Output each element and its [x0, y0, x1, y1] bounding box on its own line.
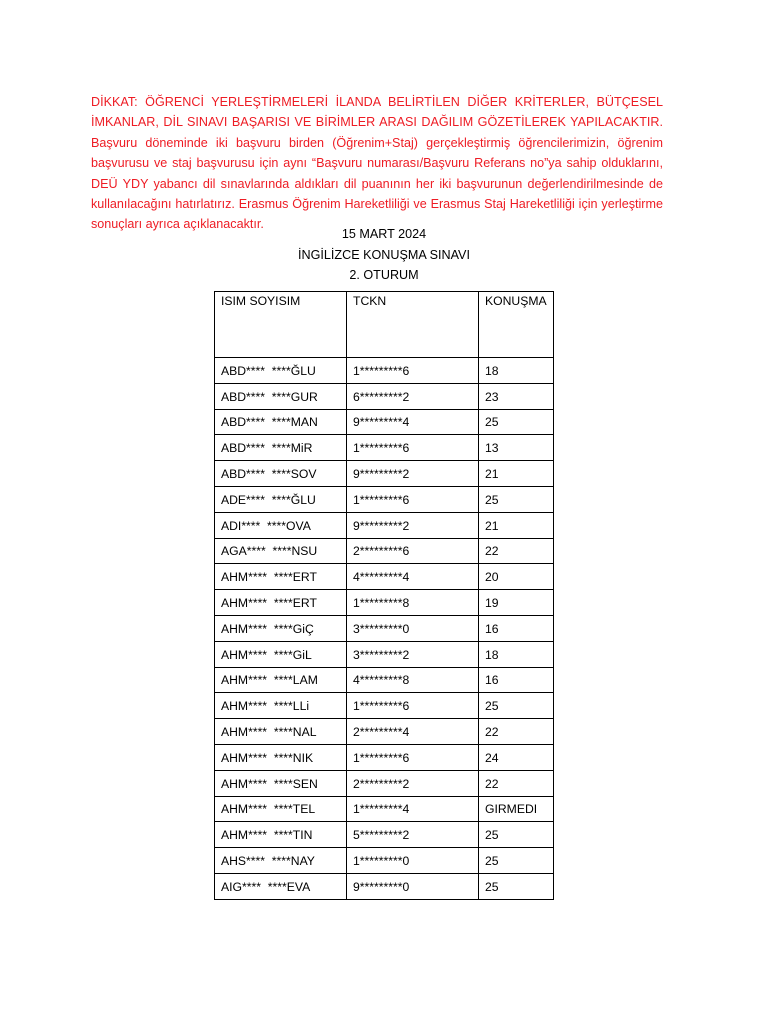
- table-row: [215, 358, 554, 384]
- cell-score: 22: [479, 719, 554, 745]
- table-row: [215, 641, 554, 667]
- cell-tckn: 1*********0: [347, 848, 479, 874]
- table-row: [215, 719, 554, 745]
- table-row: [215, 564, 554, 590]
- cell-score: 13: [479, 435, 554, 461]
- cell-score: 25: [479, 409, 554, 435]
- cell-name: AHM**** ****NAL: [215, 719, 347, 745]
- results-table: [214, 291, 554, 900]
- table-row: [215, 667, 554, 693]
- cell-name: AHM**** ****TEL: [215, 796, 347, 822]
- table-row: [215, 383, 554, 409]
- cell-tckn: 2*********2: [347, 770, 479, 796]
- table-row: [215, 615, 554, 641]
- table-row: [215, 486, 554, 512]
- cell-tckn: 9*********4: [347, 409, 479, 435]
- table-row: [215, 770, 554, 796]
- cell-tckn: 6*********2: [347, 383, 479, 409]
- table-row: [215, 744, 554, 770]
- cell-tckn: 1*********6: [347, 693, 479, 719]
- cell-score: 25: [479, 693, 554, 719]
- cell-tckn: 1*********4: [347, 796, 479, 822]
- cell-score: 21: [479, 512, 554, 538]
- cell-score: 20: [479, 564, 554, 590]
- cell-tckn: 3*********2: [347, 641, 479, 667]
- cell-name: AHM**** ****TIN: [215, 822, 347, 848]
- column-header-tckn: TCKN: [347, 292, 479, 358]
- table-row: [215, 435, 554, 461]
- cell-name: ABD**** ****MiR: [215, 435, 347, 461]
- cell-score: 25: [479, 486, 554, 512]
- cell-tckn: 1*********6: [347, 358, 479, 384]
- cell-tckn: 1*********6: [347, 744, 479, 770]
- cell-score: 16: [479, 615, 554, 641]
- cell-tckn: 4*********8: [347, 667, 479, 693]
- table-row: [215, 512, 554, 538]
- table-row: [215, 822, 554, 848]
- cell-score: 25: [479, 873, 554, 899]
- cell-name: AHM**** ****ERT: [215, 564, 347, 590]
- cell-score: GIRMEDI: [479, 796, 554, 822]
- exam-date: 15 MART 2024: [341, 227, 427, 241]
- column-header-name: ISIM SOYISIM: [215, 292, 347, 358]
- column-header-score: KONUŞMA: [479, 292, 554, 358]
- cell-tckn: 2*********4: [347, 719, 479, 745]
- table-header-row: [215, 292, 554, 358]
- table-row: [215, 590, 554, 616]
- cell-score: 18: [479, 358, 554, 384]
- table-row: [215, 848, 554, 874]
- cell-score: 25: [479, 848, 554, 874]
- cell-tckn: 4*********4: [347, 564, 479, 590]
- cell-name: AHM**** ****GiÇ: [215, 615, 347, 641]
- cell-name: ADI**** ****OVA: [215, 512, 347, 538]
- table-row: [215, 461, 554, 487]
- cell-name: AIG**** ****EVA: [215, 873, 347, 899]
- table-row: [215, 409, 554, 435]
- table-row: [215, 796, 554, 822]
- cell-tckn: 1*********8: [347, 590, 479, 616]
- cell-score: 18: [479, 641, 554, 667]
- cell-tckn: 1*********6: [347, 435, 479, 461]
- cell-score: 16: [479, 667, 554, 693]
- cell-name: ADE**** ****ĞLU: [215, 486, 347, 512]
- cell-tckn: 9*********0: [347, 873, 479, 899]
- cell-name: AHM**** ****GiL: [215, 641, 347, 667]
- cell-name: AGA**** ****NSU: [215, 538, 347, 564]
- table-body: [215, 358, 554, 900]
- cell-name: AHM**** ****NIK: [215, 744, 347, 770]
- cell-tckn: 3*********0: [347, 615, 479, 641]
- cell-score: 22: [479, 770, 554, 796]
- cell-score: 22: [479, 538, 554, 564]
- cell-tckn: 5*********2: [347, 822, 479, 848]
- cell-score: 19: [479, 590, 554, 616]
- cell-tckn: 9*********2: [347, 512, 479, 538]
- notice-paragraph: DİKKAT: ÖĞRENCİ YERLEŞTİRMELERİ İLANDA BELİRTİLEN DİĞER KRİTERLER, BÜTÇESEL İMKANLAR, DİL SINAVI BAŞARISI VE BİRİMLER ARASI DAĞILIM GÖZETİLEREK YAPILACAKTIR. Başvuru döneminde iki başvuru birden (Öğrenim+Staj) gerçekleştirmiş öğrencilerimizin, öğrenim başvurusu ve staj başvurusu için aynı “Başvuru numarası/Başvuru Referans no”ya sahip olduklarını, DEÜ YDY yabancı dil sınavlarında aldıkları dil puanının her iki başvurunun değerlendirilmesinde de kullanılacağını hatırlatırız. Erasmus Öğrenim Hareketliliği ve Erasmus Staj Hareketliliği için yerleştirme sonuçları ayrıca açıklanacaktır.: [91, 95, 663, 232]
- exam-headings: [0, 224, 768, 286]
- cell-name: ABD**** ****GUR: [215, 383, 347, 409]
- cell-name: AHM**** ****LAM: [215, 667, 347, 693]
- cell-tckn: 9*********2: [347, 461, 479, 487]
- table-row: [215, 538, 554, 564]
- cell-name: AHS**** ****NAY: [215, 848, 347, 874]
- cell-score: 21: [479, 461, 554, 487]
- cell-tckn: 2*********6: [347, 538, 479, 564]
- exam-title: İNGİLİZCE KONUŞMA SINAVI: [298, 247, 470, 262]
- cell-name: AHM**** ****ERT: [215, 590, 347, 616]
- cell-name: AHM**** ****LLi: [215, 693, 347, 719]
- table-row: [215, 873, 554, 899]
- cell-score: 24: [479, 744, 554, 770]
- cell-tckn: 1*********6: [347, 486, 479, 512]
- table-row: [215, 693, 554, 719]
- cell-name: AHM**** ****SEN: [215, 770, 347, 796]
- cell-name: ABD**** ****ĞLU: [215, 358, 347, 384]
- cell-name: ABD**** ****SOV: [215, 461, 347, 487]
- exam-session: 2. OTURUM: [349, 268, 419, 282]
- cell-score: 25: [479, 822, 554, 848]
- cell-name: ABD**** ****MAN: [215, 409, 347, 435]
- cell-score: 23: [479, 383, 554, 409]
